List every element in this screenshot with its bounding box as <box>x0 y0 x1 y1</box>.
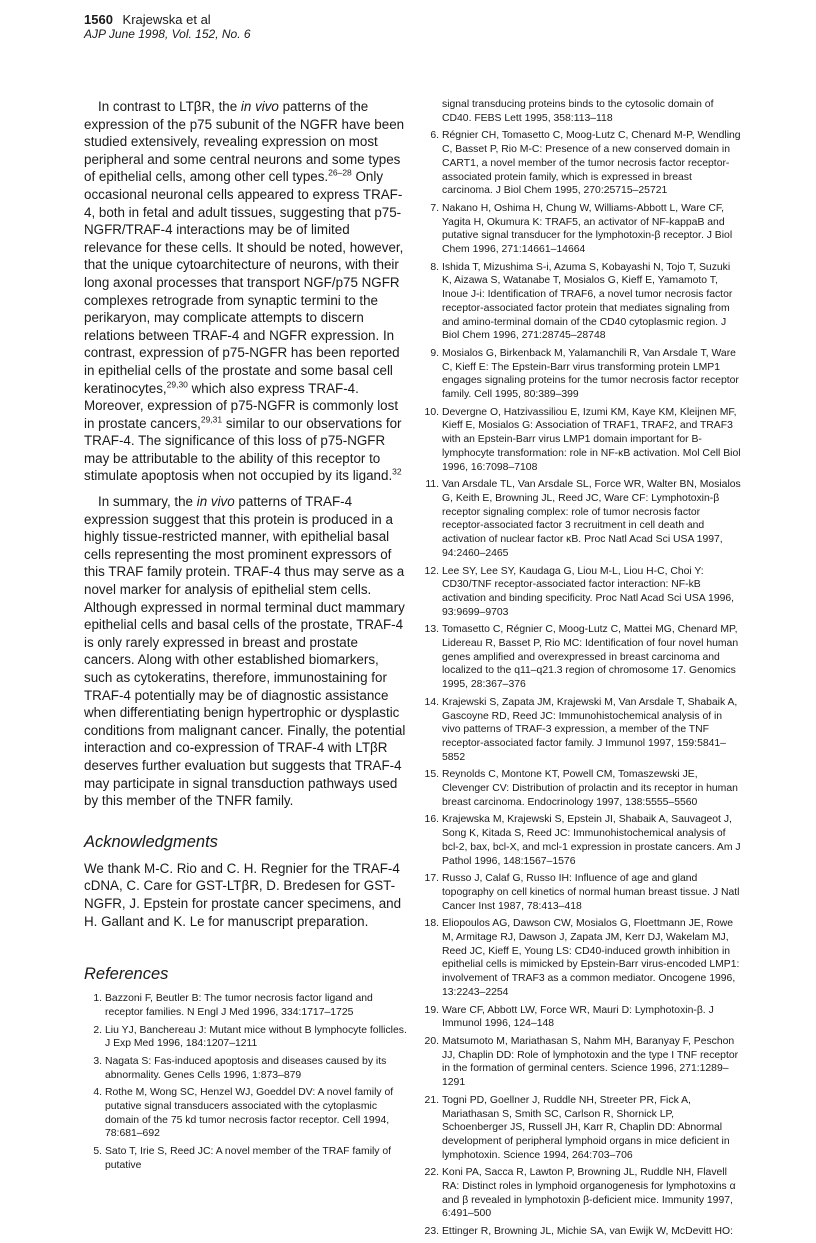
reference-text: Ettinger R, Browning JL, Michie SA, van Ewijk W, McDevitt HO: <box>442 1226 734 1238</box>
reference-item <box>421 872 741 913</box>
reference-text: Russo J, Calaf G, Russo IH: Influence of age and gland topography on cell kinetics of normal human breast tissue. J Natl Cancer Inst 1987, 78:413–418 <box>442 873 740 912</box>
reference-item <box>84 1024 409 1051</box>
reference-text: Krajewski S, Zapata JM, Krajewski M, Van Arsdale T, Shabaik A, Gascoyne RD, Reed JC: Immunohistochemical analysis of in vivo patterns of TRAF-3 expression, a member of the TNF receptor-associated factor family. J Immunol 1997, 159:5841–5852 <box>442 696 738 763</box>
reference-number: 20. <box>424 1036 439 1047</box>
reference-number: 17. <box>424 873 439 885</box>
reference-continuation: signal transducing proteins binds to the cytosolic domain of CD40. FEBS Lett 1995, 358:113–118 <box>442 99 714 124</box>
reference-text: Nagata S: Fas-induced apoptosis and diseases caused by its abnormality. Genes Cells 1996, 1:873–879 <box>105 1055 387 1081</box>
running-header <box>84 12 251 41</box>
reference-number: 2. <box>93 1024 102 1036</box>
reference-number: 18. <box>424 918 439 930</box>
acknowledgments-heading: Acknowledgments <box>84 832 218 851</box>
reference-number: 6. <box>430 130 439 142</box>
reference-number: 15. <box>424 769 439 781</box>
reference-item <box>421 406 741 475</box>
reference-item <box>421 813 741 868</box>
reference-number: 4. <box>93 1087 102 1099</box>
reference-number: 12. <box>424 565 439 577</box>
reference-item <box>421 1094 741 1163</box>
reference-number: 14. <box>424 696 439 708</box>
reference-item <box>421 1225 741 1239</box>
reference-number: 3. <box>93 1055 102 1067</box>
reference-list-left <box>84 992 409 1172</box>
reference-number: 9. <box>430 347 439 359</box>
reference-number: 19. <box>424 1004 439 1016</box>
reference-list-right <box>421 129 741 1238</box>
reference-number: 8. <box>430 261 439 273</box>
reference-item <box>421 696 741 765</box>
reference-item <box>84 1145 409 1172</box>
right-column <box>421 98 741 1243</box>
acknowledgments-text: We thank M-C. Rio and C. H. Regnier for the TRAF-4 cDNA, C. Care for GST-LTβR, D. Bredesen for GST-NGFR, J. Epstein for prostate cancer specimens, and H. Gallant and K. Le for manuscript preparation. <box>84 860 402 929</box>
reference-item <box>421 565 741 620</box>
reference-item <box>421 623 741 692</box>
reference-item <box>421 1004 741 1031</box>
reference-item <box>421 202 741 257</box>
header-authors: Krajewska et al <box>122 12 211 27</box>
page-number: 1560 <box>84 12 113 27</box>
reference-text: Matsumoto M, Mariathasan S, Nahm MH, Baranyay F, Peschon JJ, Chaplin DD: Role of lymphotoxin and the type I TNF receptor in the formation of germinal centers. Science 1996, 271:1289–1291 <box>442 1036 739 1089</box>
reference-item <box>84 1086 409 1141</box>
reference-text: Devergne O, Hatzivassiliou E, Izumi KM, Kaye KM, Kleijnen MF, Kieff E, Mosialos G: Association of TRAF1, TRAF2, and TRAF3 with an Epstein-Barr virus LMP1 domain important for B-lymphocyte transformation: role in NF-κB activation. Mol Cell Biol 1996, 16:7098–7108 <box>442 406 741 473</box>
reference-number: 1. <box>93 993 102 1005</box>
left-column <box>84 98 409 1177</box>
reference-number: 5. <box>93 1146 102 1158</box>
reference-text: Rothe M, Wong SC, Henzel WJ, Goeddel DV: A novel family of putative signal transducers associated with the cytoplasmic domain of the 75 kd tumor necrosis factor receptor. Cell 1994, 78:681–692 <box>105 1087 394 1140</box>
reference-item <box>421 917 741 999</box>
reference-number: 10. <box>424 406 439 418</box>
reference-item <box>84 1055 409 1082</box>
references-heading: References <box>84 965 169 984</box>
reference-text: Bazzoni F, Beutler B: The tumor necrosis factor ligand and receptor families. N Engl J Med 1996, 334:1717–1725 <box>105 993 373 1018</box>
reference-text: Liu YJ, Banchereau J: Mutant mice without B lymphocyte follicles. J Exp Med 1996, 184:1207–1211 <box>105 1024 407 1050</box>
reference-text: Eliopoulos AG, Dawson CW, Mosialos G, Floettmann JE, Rowe M, Armitage RJ, Dawson J, Zapata JM, Kerr DJ, Wakelam MJ, Reed JC, Kieff E, Young LS: CD40-induced growth inhibition in epithelial cells is mimicked by Epstein-Barr virus-encoded LMP1: involvement of TRAF3 as a common mediator. Oncogene 1996, 13:2243–2254 <box>442 918 740 998</box>
header-line <box>84 12 251 27</box>
reference-text: Togni PD, Goellner J, Ruddle NH, Streeter PR, Fick A, Mariathasan S, Smith SC, Carlson R, Shornick LP, Schoenberger JS, Russell JH, Karr R, Chaplin DD: Abnormal development of peripheral lymphoid organs in mice deficient in lymphotoxin. Science 1994, 264:703–706 <box>442 1094 730 1161</box>
reference-text: Krajewska M, Krajewski S, Epstein JI, Shabaik A, Sauvageot J, Song K, Kitada S, Reed JC: Immunohistochemical analysis of bcl-2, bax, bcl-X, and mcl-1 expression in prostate cancers. Am J Pathol 1996, 148:1567–1576 <box>442 814 741 867</box>
reference-text: Sato T, Irie S, Reed JC: A novel member of the TRAF family of putative <box>105 1146 392 1171</box>
reference-item <box>421 1035 741 1090</box>
journal-citation: AJP June 1998, Vol. 152, No. 6 <box>84 27 251 41</box>
reference-text: Lee SY, Lee SY, Kaudaga G, Liou M-L, Liou H-C, Choi Y: CD30/TNF receptor-associated factor interaction: NF-kB activation and binding specificity. Proc Natl Acad Sci USA 1996, 93:9699–9703 <box>442 565 735 618</box>
reference-text: Ware CF, Abbott LW, Force WR, Mauri D: Lymphotoxin-β. J Immunol 1996, 124–148 <box>442 1004 714 1030</box>
reference-text: Tomasetto C, Régnier C, Moog-Lutz C, Mattei MG, Chenard MP, Lidereau R, Basset P, Rio MC: Identification of four novel human genes amplified and overexpressed in breast carcinoma and localized to the q11–q21.3 region of chromosome 17. Genomics 1995, 28:367–376 <box>442 624 739 691</box>
reference-item <box>84 992 409 1019</box>
reference-text: Régnier CH, Tomasetto C, Moog-Lutz C, Chenard M-P, Wendling C, Basset P, Rio M-C: Presence of a new conserved domain in CART1, a novel member of the tumor necrosis factor receptor-associated protein family, which is expressed in breast carcinoma. J Biol Chem 1995, 270:25715–25721 <box>442 130 741 197</box>
body-paragraph-1: In contrast to LTβR, the in vivo patterns of the expression of the p75 subunit of the NGFR have been studied extensively, revealing expression on most peripheral and some central neurons and some types of epithelial cells, among other cell types.$^{26-28}$ Only occasional neuronal cells appeared to express TRAF-4, both in fetal and adult tissues, suggesting that p75-NGFR/TRAF-4 interactions may be of limited relevance for these cells. It should be noted, however, that the unique cytoarchitecture of neurons, with their long axonal processes that transport NGF/p75 NGFR complexes retrograde from synaptic termini to the perikaryon, may complicate attempts to discern relations between TRAF-4 and NGFR expression. In contrast, expression of p75-NGFR has been reported in epithelial cells of the prostate and some basal cell keratinocytes,$^{29,30}$ which also express TRAF-4. Moreover, expression of p75-NGFR is commonly lost in prostate cancers,$^{29,31}$ similar to our observations for TRAF-4. The significance of this loss of p75-NGFR may be attributable to the ability of this receptor to stimulate apoptosis when not occupied by its ligand.$^{32}$ <box>84 99 405 484</box>
reference-number: 7. <box>430 202 439 214</box>
reference-number: 11. <box>425 479 439 491</box>
reference-item <box>421 347 741 402</box>
reference-item <box>421 129 741 198</box>
reference-text: Koni PA, Sacca R, Lawton P, Browning JL, Ruddle NH, Flavell RA: Distinct roles in lymphoid organogenesis for lymphotoxins α and β revealed in lymphotoxin β-deficient mice. Immunity 1997, 6:491–500 <box>442 1167 736 1220</box>
reference-number: 22. <box>424 1167 439 1179</box>
reference-item <box>421 768 741 809</box>
reference-text: Mosialos G, Birkenback M, Yalamanchili R, Van Arsdale T, Ware C, Kieff E: The Epstein-Barr virus transforming protein LMP1 engages signaling proteins for the tumor necrosis factor receptor family. Cell 1995, 80:389–399 <box>442 347 739 401</box>
reference-number: 21. <box>424 1094 439 1106</box>
reference-item <box>421 261 741 343</box>
reference-text: Reynolds C, Montone KT, Powell CM, Tomaszewski JE, Clevenger CV: Distribution of prolactin and its receptor in human breast carcinoma. Endocrinology 1997, 138:5555–5560 <box>442 769 738 808</box>
reference-text: Van Arsdale TL, Van Arsdale SL, Force WR, Walter BN, Mosialos G, Keith E, Browning JL, Reed JC, Ware CF: Lymphotoxin-β receptor signaling complex: role of tumor necrosis factor receptor-associated factor 3 recruitment in cell death and activation of nuclear factor κB. Proc Natl Acad Sci USA 1997, 94:2460–2465 <box>442 479 741 559</box>
reference-text: Ishida T, Mizushima S-i, Azuma S, Kobayashi N, Tojo T, Suzuki K, Aizawa S, Watanabe T, Mosialos G, Kieff E, Yamamoto T, Inoue J-i: Identification of TRAF6, a novel tumor necrosis factor receptor-associated factor protein that mediates signaling from and amino-terminal domain of the CD40 cytoplasmic region. J Biol Chem 1996, 271:28745–28748 <box>442 261 733 342</box>
reference-number: 13. <box>424 624 439 636</box>
reference-item <box>421 478 741 560</box>
reference-item <box>421 1166 741 1221</box>
reference-number: 23. <box>424 1226 439 1238</box>
body-paragraph-2: In summary, the in vivo patterns of TRAF-4 expression suggest that this protein is produced in a highly tissue-restricted manner, with epithelial basal cells representing the most prominent expressors of this TRAF family protein. TRAF-4 thus may serve as a novel marker for analysis of epithelial stem cells. Although expressed in normal terminal duct mammary epithelial cells and basal cells of the prostate, TRAF-4 is only rarely expressed in breast and prostate cancers. Along with other established biomarkers, such as cytokeratins, therefore, immunostaining for TRAF-4 potentially may be of diagnostic assistance when differentiating benign hypertrophic or dysplastic conditions from malignant cancer. Finally, the potential interaction and co-expression of TRAF-4 with LTβR deserves further evaluation but suggests that TRAF-4 may participate in signal transduction pathways used by this member of the TNFR family. <box>84 494 406 809</box>
reference-number: 16. <box>424 814 439 826</box>
reference-text: Nakano H, Oshima H, Chung W, Williams-Abbott L, Ware CF, Yagita H, Okumura K: TRAF5, an activator of NF-kappaB and putative signal transducer for the lymphotoxin-β receptor. J Biol Chem 1996, 271:14661–14664 <box>442 202 733 256</box>
